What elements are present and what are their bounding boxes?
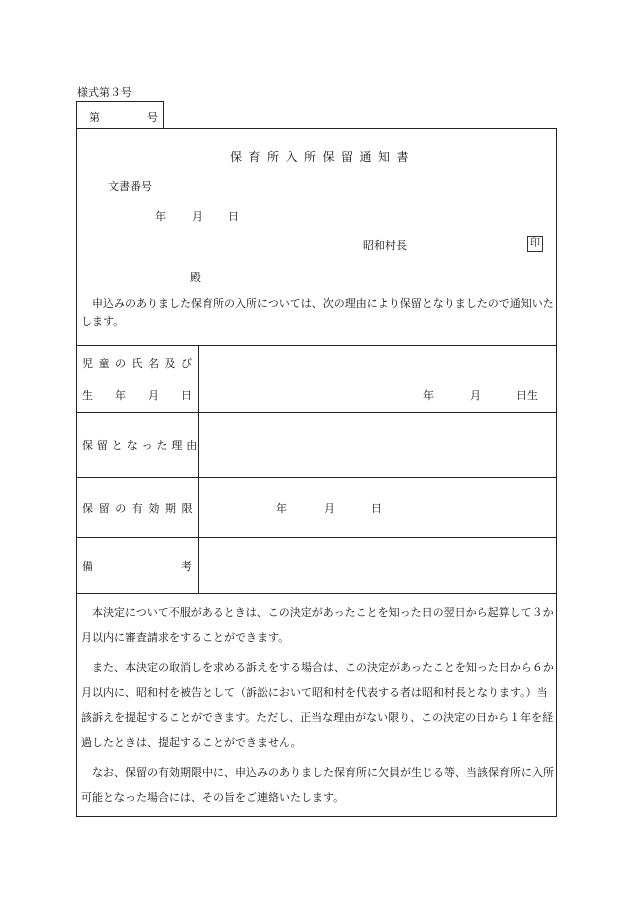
- intro-text: 申込みのありました保育所の入所については、次の理由により保留となりましたので通知いたします。: [81, 297, 554, 328]
- lawsuit-note: また、本決定の取消しを求める訴えをする場合は、この決定があったことを知った日から６か月以内に、昭和村を被告として（訴訟において昭和村を代表する者は昭和村長となります。）当該訴えを提起することができます。ただし、正当な理由がない限り、この決定の日から１年を経過したときは、提起することができません。: [81, 661, 554, 749]
- notes-section: [81, 600, 555, 815]
- period-month: 月: [324, 502, 335, 515]
- label-char: 児: [82, 357, 93, 370]
- table-column-divider: [198, 345, 199, 593]
- label-char: 氏: [131, 357, 143, 370]
- appeal-note: 本決定について不服があるときは、この決定があったことを知った日の翌日から起算して３か月以内に審査請求をすることができます。: [81, 606, 554, 644]
- label-char: 月: [148, 389, 159, 402]
- table-line: [76, 345, 557, 346]
- label-char: 名: [148, 357, 159, 370]
- birth-month: 月: [470, 389, 481, 402]
- label-char: 年: [115, 389, 126, 402]
- table-line: [76, 593, 557, 594]
- date-year: 年: [155, 210, 166, 223]
- doc-number-label: 文書番号: [108, 180, 152, 193]
- label-char: 及: [164, 357, 176, 370]
- label-char: 考: [181, 560, 192, 573]
- table-line: [76, 477, 557, 478]
- birth-date-label: [82, 387, 192, 403]
- issuer-name: 昭和村長: [363, 239, 407, 252]
- document-number-box: [76, 101, 164, 128]
- number-suffix: 号: [147, 111, 158, 124]
- label-char: 童: [98, 357, 110, 370]
- date-day: 日: [228, 210, 239, 223]
- table-line: [76, 412, 557, 413]
- table-line: [76, 537, 557, 538]
- label-char: 備: [82, 560, 93, 573]
- birth-day: 日生: [516, 389, 538, 402]
- label-char: の: [115, 357, 126, 370]
- vacancy-note: なお、保留の有効期限中に、申込みのありました保育所に欠員が生じる等、当該保育所に入所可能となった場合には、その旨をご連絡いたします。: [81, 766, 554, 804]
- seal-mark: 印: [527, 236, 543, 252]
- addressee-suffix: 殿: [190, 271, 201, 284]
- form-number-label: 様式第３号: [77, 86, 132, 99]
- period-year: 年: [276, 502, 287, 515]
- number-prefix: 第: [89, 111, 100, 124]
- remarks-label: [82, 558, 192, 574]
- period-day: 日: [371, 502, 382, 515]
- birth-year: 年: [423, 389, 434, 402]
- label-char: び: [181, 357, 192, 370]
- period-label: 保留の有効期限: [82, 502, 199, 515]
- child-name-label: [82, 355, 192, 371]
- date-month: 月: [192, 210, 203, 223]
- reason-label: 保留となった理由: [82, 439, 202, 452]
- label-char: 日: [181, 389, 192, 402]
- label-char: 生: [82, 389, 93, 402]
- document-title: 保育所入所保留通知書: [230, 150, 416, 164]
- intro-paragraph: [81, 295, 555, 336]
